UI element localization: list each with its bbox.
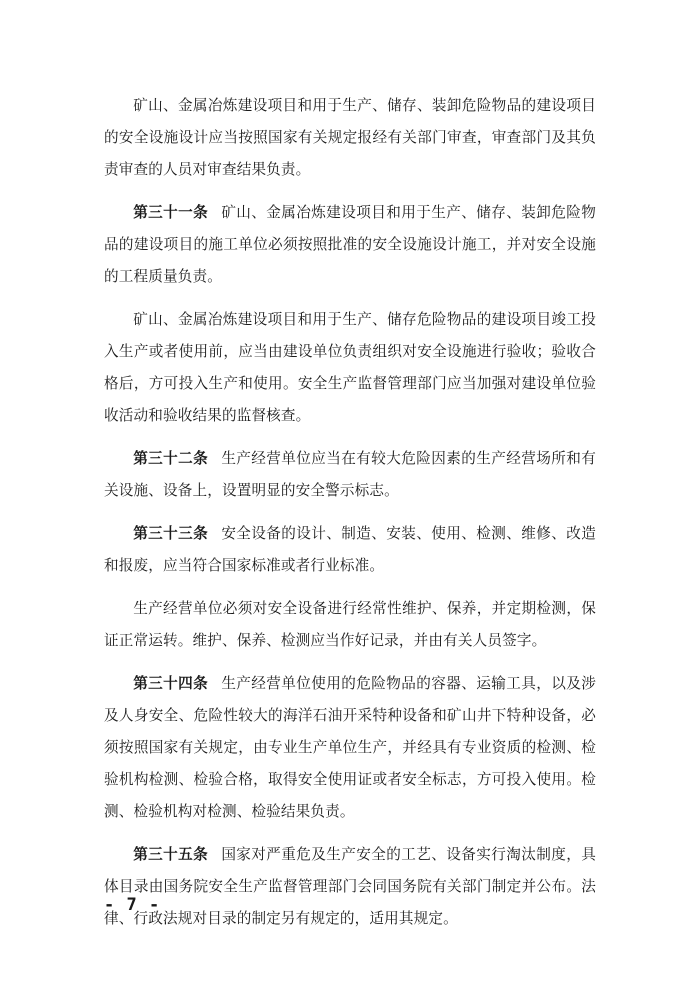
article-number: 第三十五条 [133,846,209,863]
article-number: 第三十四条 [133,675,209,692]
paragraph-1 [104,90,596,186]
article-34 [104,668,596,828]
paragraph-text: 矿山、金属冶炼建设项目和用于生产、储存危险物品的建设项目竣工投入生产或者使用前，应当由建设单位负责组织对安全设施进行验收；验收合格后，方可投入生产和使用。安全生产监督管理部门应当加强对建设单位验收活动和验收结果的监督核查。 [104,311,596,424]
article-31 [104,197,596,293]
paragraph-text: 生产经营单位必须对安全设备进行经常性维护、保养，并定期检测，保证正常运转。维护、保养、检测应当作好记录，并由有关人员签字。 [104,600,596,649]
article-32 [104,443,596,507]
article-33 [104,518,596,582]
document-body [104,90,596,946]
paragraph-text: 矿山、金属冶炼建设项目和用于生产、储存、装卸危险物品的建设项目的安全设施设计应当按照国家有关规定报经有关部门审查，审查部门及其负责审查的人员对审查结果负责。 [104,97,596,178]
paragraph-text: 安全设备的设计、制造、安装、使用、检测、维修、改造和报废，应当符合国家标准或者行业标准。 [104,525,596,574]
article-number: 第三十三条 [133,525,209,542]
article-35 [104,839,596,935]
paragraph-text: 生产经营单位应当在有较大危险因素的生产经营场所和有关设施、设备上，设置明显的安全警示标志。 [104,450,596,499]
article-number: 第三十一条 [133,204,209,221]
article-number: 第三十二条 [133,450,209,467]
paragraph-6 [104,593,596,657]
paragraph-text: 国家对严重危及生产安全的工艺、设备实行淘汰制度，具体目录由国务院安全生产监督管理部门会同国务院有关部门制定并公布。法律、行政法规对目录的制定另有规定的，适用其规定。 [104,846,596,927]
page-number: - 7 - [104,895,161,915]
paragraph-text: 矿山、金属冶炼建设项目和用于生产、储存、装卸危险物品的建设项目的施工单位必须按照批准的安全设施设计施工，并对安全设施的工程质量负责。 [104,204,596,285]
paragraph-3 [104,304,596,432]
paragraph-text: 生产经营单位使用的危险物品的容器、运输工具，以及涉及人身安全、危险性较大的海洋石油开采特种设备和矿山井下特种设备，必须按照国家有关规定，由专业生产单位生产，并经具有专业资质的检测、检验机构检测、检验合格，取得安全使用证或者安全标志，方可投入使用。检测、检验机构对检测、检验结果负责。 [104,675,596,820]
